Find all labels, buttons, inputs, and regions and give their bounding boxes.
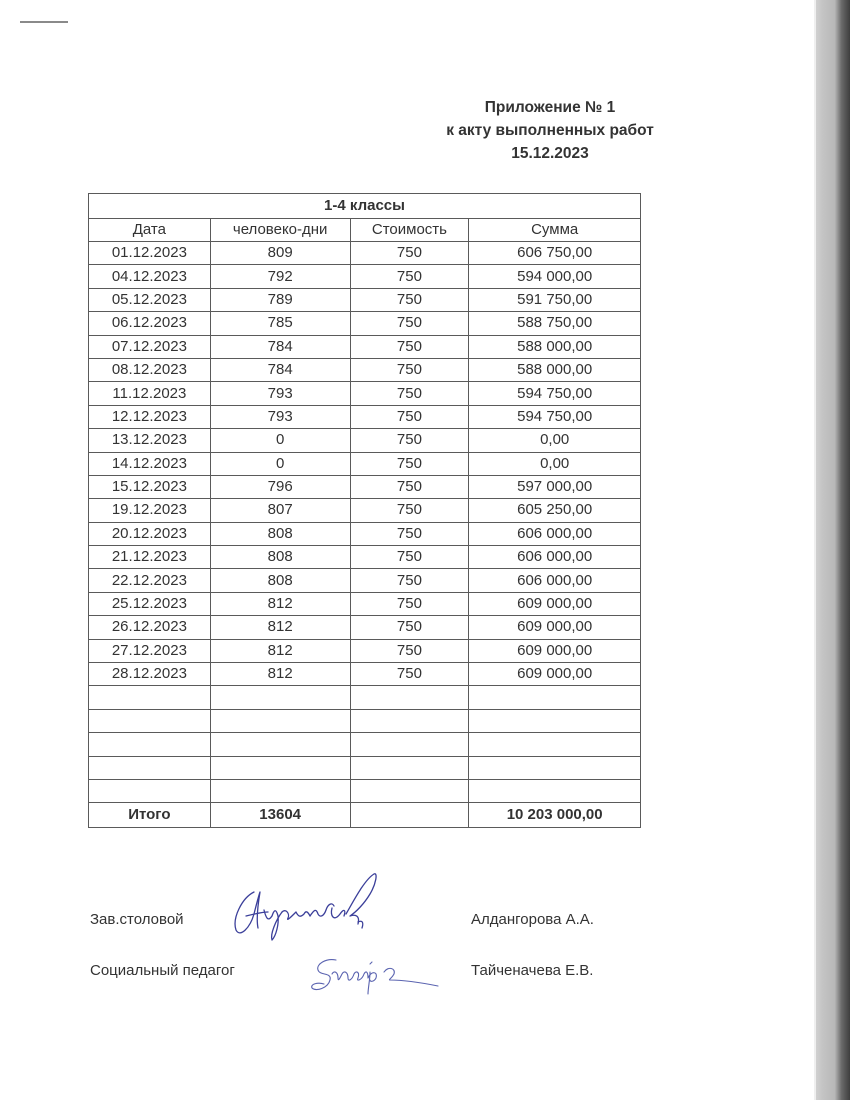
- cell-person-days: 796: [210, 475, 350, 498]
- cell-date: 08.12.2023: [89, 358, 211, 381]
- cell-empty: [469, 686, 641, 709]
- cell-date: 11.12.2023: [89, 382, 211, 405]
- cell-empty: [350, 779, 469, 802]
- signer-name: Тайченачева Е.В.: [471, 962, 594, 979]
- cell-sum: 591 750,00: [469, 288, 641, 311]
- table-row: [89, 265, 641, 288]
- handwritten-signature-icon: [308, 950, 448, 998]
- table-row: [89, 639, 641, 662]
- signer-role: Зав.столовой: [90, 911, 184, 928]
- cell-date: 13.12.2023: [89, 429, 211, 452]
- cell-empty: [89, 733, 211, 756]
- cell-person-days: 784: [210, 358, 350, 381]
- cell-sum: 588 000,00: [469, 335, 641, 358]
- total-label: Итого: [89, 803, 211, 828]
- cell-sum: 588 000,00: [469, 358, 641, 381]
- cell-person-days: 785: [210, 312, 350, 335]
- cell-empty: [350, 733, 469, 756]
- cell-person-days: 807: [210, 499, 350, 522]
- table-row: [89, 592, 641, 615]
- cell-empty: [210, 779, 350, 802]
- cell-cost: 750: [350, 522, 469, 545]
- cell-cost: 750: [350, 569, 469, 592]
- table-row: [89, 358, 641, 381]
- cell-cost: 750: [350, 405, 469, 428]
- cell-cost: 750: [350, 358, 469, 381]
- cell-person-days: 0: [210, 452, 350, 475]
- table-row: [89, 288, 641, 311]
- table-row: [89, 616, 641, 639]
- cell-sum: 594 750,00: [469, 405, 641, 428]
- cell-date: 19.12.2023: [89, 499, 211, 522]
- cell-empty: [469, 709, 641, 732]
- cell-person-days: 812: [210, 592, 350, 615]
- cell-sum: 606 000,00: [469, 569, 641, 592]
- cell-cost: 750: [350, 288, 469, 311]
- cell-sum: 594 750,00: [469, 382, 641, 405]
- cell-empty: [89, 756, 211, 779]
- table-row-empty: [89, 733, 641, 756]
- cell-sum: 609 000,00: [469, 592, 641, 615]
- appendix-subtitle: к акту выполненных работ: [446, 122, 654, 139]
- cell-sum: 605 250,00: [469, 499, 641, 522]
- document-header: [420, 96, 680, 165]
- table-row: [89, 475, 641, 498]
- cell-person-days: 812: [210, 639, 350, 662]
- cell-person-days: 789: [210, 288, 350, 311]
- table-row: [89, 663, 641, 686]
- table-title: 1-4 классы: [89, 194, 641, 219]
- cell-date: 20.12.2023: [89, 522, 211, 545]
- signer-name: Алдангорова А.А.: [471, 911, 594, 928]
- cell-sum: 0,00: [469, 452, 641, 475]
- table-row-empty: [89, 686, 641, 709]
- table-row: [89, 499, 641, 522]
- cell-cost: 750: [350, 475, 469, 498]
- table-row: [89, 522, 641, 545]
- cell-person-days: 792: [210, 265, 350, 288]
- cell-date: 25.12.2023: [89, 592, 211, 615]
- cell-empty: [89, 779, 211, 802]
- appendix-title: Приложение № 1: [484, 99, 616, 116]
- cell-cost: 750: [350, 452, 469, 475]
- table-total-row: [89, 803, 641, 828]
- cell-sum: 606 750,00: [469, 241, 641, 264]
- person-days-table: [88, 193, 641, 828]
- cell-sum: 0,00: [469, 429, 641, 452]
- cell-empty: [89, 686, 211, 709]
- cell-person-days: 784: [210, 335, 350, 358]
- cell-cost: 750: [350, 265, 469, 288]
- column-header-sum: Сумма: [469, 218, 641, 241]
- table-row: [89, 405, 641, 428]
- cell-sum: 606 000,00: [469, 546, 641, 569]
- cell-empty: [89, 709, 211, 732]
- table-row: [89, 312, 641, 335]
- cell-sum: 609 000,00: [469, 639, 641, 662]
- cell-sum: 597 000,00: [469, 475, 641, 498]
- cell-date: 07.12.2023: [89, 335, 211, 358]
- table-row: [89, 241, 641, 264]
- cell-person-days: 809: [210, 241, 350, 264]
- cell-empty: [469, 779, 641, 802]
- cell-date: 04.12.2023: [89, 265, 211, 288]
- total-person-days: 13604: [210, 803, 350, 828]
- cell-person-days: 0: [210, 429, 350, 452]
- cell-empty: [350, 686, 469, 709]
- handwritten-signature-icon: [228, 870, 388, 942]
- table-row: [89, 429, 641, 452]
- cell-cost: 750: [350, 382, 469, 405]
- cell-empty: [350, 756, 469, 779]
- cell-sum: 609 000,00: [469, 663, 641, 686]
- cell-date: 14.12.2023: [89, 452, 211, 475]
- cell-empty: [469, 733, 641, 756]
- cell-sum: 609 000,00: [469, 616, 641, 639]
- cell-sum: 594 000,00: [469, 265, 641, 288]
- cell-empty: [210, 709, 350, 732]
- cell-person-days: 808: [210, 546, 350, 569]
- cell-cost: 750: [350, 241, 469, 264]
- cell-cost: 750: [350, 499, 469, 522]
- cell-sum: 606 000,00: [469, 522, 641, 545]
- cell-date: 22.12.2023: [89, 569, 211, 592]
- cell-cost: 750: [350, 546, 469, 569]
- cell-empty: [350, 709, 469, 732]
- table-row: [89, 335, 641, 358]
- table-row-empty: [89, 756, 641, 779]
- cell-person-days: 812: [210, 663, 350, 686]
- cell-date: 15.12.2023: [89, 475, 211, 498]
- column-header-person-days: человеко-дни: [210, 218, 350, 241]
- cell-date: 28.12.2023: [89, 663, 211, 686]
- cell-cost: 750: [350, 663, 469, 686]
- cell-person-days: 812: [210, 616, 350, 639]
- appendix-date: 15.12.2023: [511, 145, 589, 162]
- cell-cost: 750: [350, 335, 469, 358]
- cell-cost: 750: [350, 639, 469, 662]
- table-row: [89, 382, 641, 405]
- table-body: [89, 241, 641, 802]
- scan-artifact-mark: [20, 21, 68, 23]
- table-row: [89, 546, 641, 569]
- table-header-row: [89, 218, 641, 241]
- table-row: [89, 569, 641, 592]
- total-sum: 10 203 000,00: [469, 803, 641, 828]
- cell-date: 12.12.2023: [89, 405, 211, 428]
- cell-empty: [210, 686, 350, 709]
- cell-cost: 750: [350, 312, 469, 335]
- total-cost: [350, 803, 469, 828]
- cell-empty: [469, 756, 641, 779]
- cell-date: 06.12.2023: [89, 312, 211, 335]
- signer-role: Социальный педагог: [90, 962, 235, 979]
- cell-date: 05.12.2023: [89, 288, 211, 311]
- cell-date: 27.12.2023: [89, 639, 211, 662]
- cell-person-days: 808: [210, 569, 350, 592]
- table-row-empty: [89, 709, 641, 732]
- table-row-empty: [89, 779, 641, 802]
- cell-person-days: 808: [210, 522, 350, 545]
- cell-cost: 750: [350, 429, 469, 452]
- column-header-cost: Стоимость: [350, 218, 469, 241]
- column-header-date: Дата: [89, 218, 211, 241]
- cell-empty: [210, 756, 350, 779]
- cell-sum: 588 750,00: [469, 312, 641, 335]
- cell-empty: [210, 733, 350, 756]
- cell-date: 01.12.2023: [89, 241, 211, 264]
- scan-page-edge: [816, 0, 850, 1100]
- table-row: [89, 452, 641, 475]
- cell-cost: 750: [350, 592, 469, 615]
- cell-person-days: 793: [210, 382, 350, 405]
- cell-cost: 750: [350, 616, 469, 639]
- cell-person-days: 793: [210, 405, 350, 428]
- table-title-row: [89, 194, 641, 219]
- cell-date: 26.12.2023: [89, 616, 211, 639]
- cell-date: 21.12.2023: [89, 546, 211, 569]
